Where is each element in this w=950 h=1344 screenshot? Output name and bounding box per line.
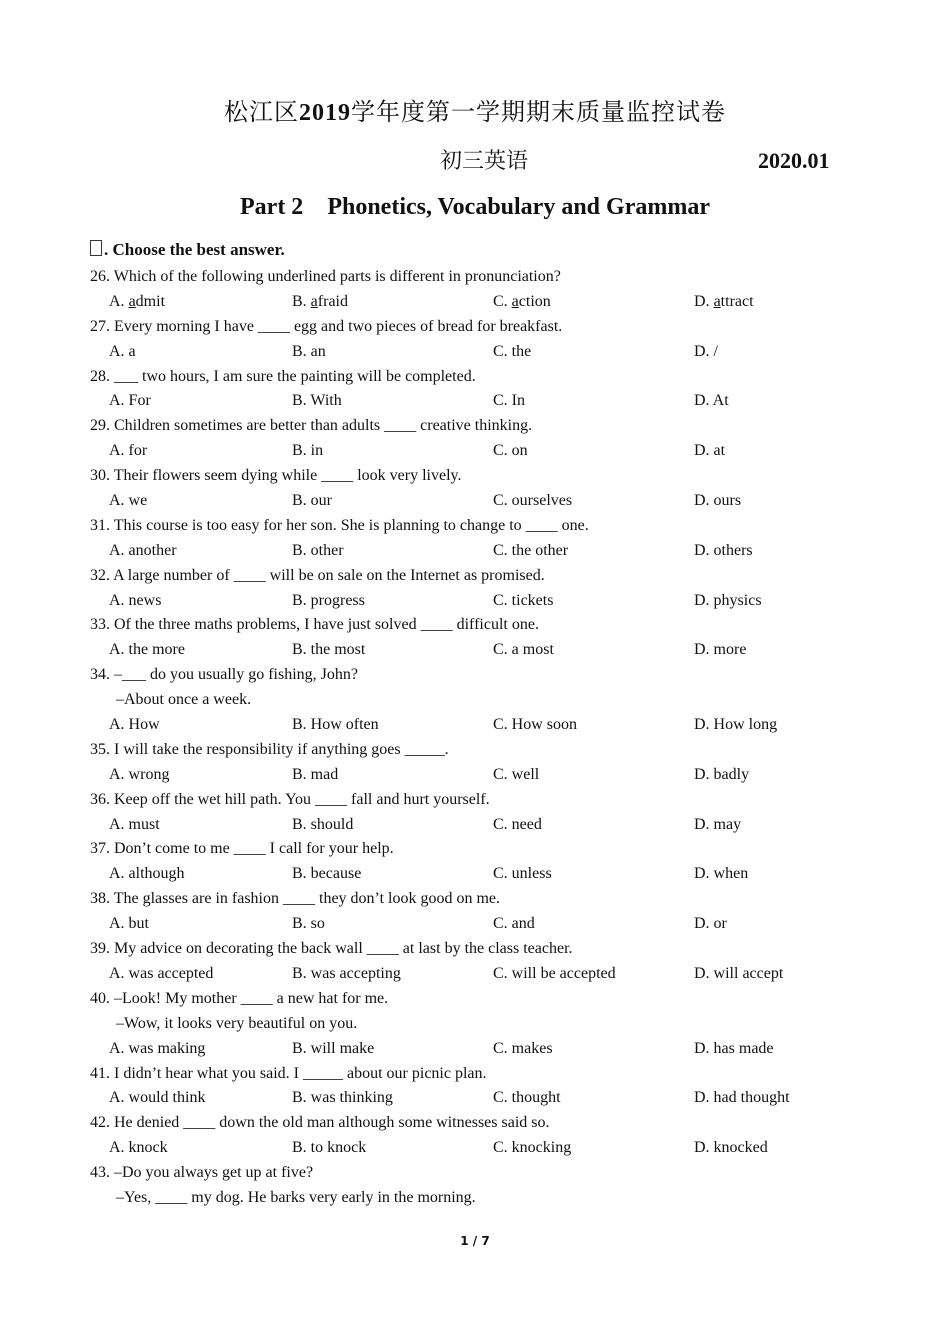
exam-title <box>0 92 950 127</box>
option-a[interactable]: A. was making <box>109 1039 206 1057</box>
option-d[interactable]: D. will accept <box>694 964 784 982</box>
option-d[interactable]: D. has made <box>694 1039 774 1057</box>
question-stem: 36. Keep off the wet hill path. You ____ fall and hurt yourself. <box>90 790 490 808</box>
options-row <box>90 713 870 738</box>
question-item <box>90 663 870 738</box>
option-d[interactable]: D. At <box>694 392 729 410</box>
option-b[interactable]: B. How often <box>292 716 379 734</box>
option-c[interactable]: C. tickets <box>493 591 554 609</box>
question-stem: 40. –Look! My mother ____ a new hat for me. <box>90 989 389 1007</box>
question-stem: 39. My advice on decorating the back wall ____ at last by the class teacher. <box>90 940 573 958</box>
option-b[interactable]: B. the most <box>292 641 366 659</box>
options-row <box>90 290 870 315</box>
question-item <box>90 1111 870 1161</box>
part-name: Phonetics, Vocabulary and Grammar <box>327 194 710 220</box>
question-stem: 33. Of the three maths problems, I have just solved ____ difficult one. <box>90 616 539 634</box>
option-a[interactable]: A. was accepted <box>109 964 214 982</box>
option-c[interactable]: C. makes <box>493 1039 553 1057</box>
question-stem: 37. Don’t come to me ____ I call for your help. <box>90 840 394 858</box>
question-item <box>90 514 870 564</box>
options-row <box>90 1037 870 1062</box>
options-row <box>90 589 870 614</box>
underlined-letter: a <box>310 292 318 310</box>
options-row <box>90 489 870 514</box>
option-a[interactable]: A. a <box>109 342 136 360</box>
question-reply: –Wow, it looks very beautiful on you. <box>116 1014 358 1032</box>
options-row <box>90 1136 870 1161</box>
option-d[interactable]: D. had thought <box>694 1089 790 1107</box>
option-b[interactable]: B. mad <box>292 765 339 783</box>
section-heading <box>90 240 285 260</box>
section-number-box <box>90 240 102 256</box>
question-stem: 28. ___ two hours, I am sure the painting will be completed. <box>90 367 476 385</box>
option-a[interactable]: A. wrong <box>109 765 170 783</box>
option-c[interactable]: C. the <box>493 342 532 360</box>
option-a[interactable]: A. must <box>109 815 160 833</box>
question-reply: –Yes, ____ my dog. He barks very early in the morning. <box>116 1188 476 1206</box>
option-a[interactable]: A. but <box>109 915 149 933</box>
option-b[interactable]: B. should <box>292 815 354 833</box>
question-item <box>90 1062 870 1112</box>
option-a[interactable]: A. would think <box>109 1089 206 1107</box>
part-heading <box>0 194 950 221</box>
options-row <box>90 763 870 788</box>
exam-date: 2020.01 <box>758 148 830 173</box>
question-item <box>90 464 870 514</box>
exam-subtitle: 初三英语 <box>440 148 529 173</box>
option-b[interactable]: B. so <box>292 915 325 933</box>
option-b[interactable]: B. was thinking <box>292 1089 393 1107</box>
option-a[interactable]: A. the more <box>109 641 185 659</box>
option-b[interactable]: B. in <box>292 442 324 460</box>
option-a[interactable]: A. How <box>109 716 160 734</box>
option-b[interactable]: B. will make <box>292 1039 375 1057</box>
options-row <box>90 862 870 887</box>
title-year: 2019 <box>299 100 351 126</box>
underlined-letter: a <box>713 292 721 310</box>
question-item <box>90 987 870 1062</box>
section-title: . Choose the best answer. <box>104 240 285 259</box>
option-d[interactable]: D. ours <box>694 492 742 510</box>
option-a[interactable]: A. For <box>109 392 151 410</box>
option-a[interactable]: A. admit <box>109 292 166 310</box>
options-row <box>90 539 870 564</box>
question-item <box>90 837 870 887</box>
question-item <box>90 738 870 788</box>
question-stem: 29. Children sometimes are better than adults ____ creative thinking. <box>90 417 533 435</box>
option-b[interactable]: B. to knock <box>292 1139 367 1157</box>
option-d[interactable]: D. / <box>694 342 718 360</box>
options-row <box>90 389 870 414</box>
option-d[interactable]: D. more <box>694 641 747 659</box>
option-d[interactable]: D. badly <box>694 765 750 783</box>
question-item <box>90 937 870 987</box>
option-b[interactable]: B. was accepting <box>292 964 401 982</box>
option-c[interactable]: C. unless <box>493 865 552 883</box>
question-reply: –About once a week. <box>116 691 252 709</box>
option-c[interactable]: C. thought <box>493 1089 561 1107</box>
title-district: 松江区 <box>224 100 299 126</box>
option-d[interactable]: D. attract <box>694 292 754 310</box>
options-row <box>90 439 870 464</box>
option-c[interactable]: C. a most <box>493 641 554 659</box>
option-d[interactable]: D. or <box>694 915 727 933</box>
option-d[interactable]: D. at <box>694 442 726 460</box>
option-c[interactable]: C. ourselves <box>493 492 573 510</box>
question-item <box>90 414 870 464</box>
question-stem: 38. The glasses are in fashion ____ they don’t look good on me. <box>90 890 501 908</box>
option-d[interactable]: D. when <box>694 865 749 883</box>
option-d[interactable]: D. others <box>694 541 753 559</box>
question-stem: 30. Their flowers seem dying while ____ look very lively. <box>90 467 462 485</box>
option-d[interactable]: D. physics <box>694 591 762 609</box>
underlined-letter: a <box>128 292 136 310</box>
option-d[interactable]: D. How long <box>694 716 778 734</box>
options-row <box>90 813 870 838</box>
option-c[interactable]: C. will be accepted <box>493 964 616 982</box>
question-item <box>90 887 870 937</box>
question-stem: 26. Which of the following underlined parts is different in pronunciation? <box>90 268 561 285</box>
option-b[interactable]: B. progress <box>292 591 365 609</box>
question-list <box>90 265 870 1211</box>
option-b[interactable]: B. afraid <box>292 292 348 310</box>
question-stem: 32. A large number of ____ will be on sale on the Internet as promised. <box>90 566 545 584</box>
options-row <box>90 638 870 663</box>
option-b[interactable]: B. other <box>292 541 344 559</box>
option-c[interactable]: C. In <box>493 392 525 410</box>
question-stem: 31. This course is too easy for her son. She is planning to change to ____ one. <box>90 516 589 534</box>
option-c[interactable]: C. need <box>493 815 542 833</box>
question-stem: 35. I will take the responsibility if anything goes _____. <box>90 740 449 758</box>
option-c[interactable]: C. and <box>493 915 535 933</box>
title-rest: 学年度第一学期期末质量监控试卷 <box>351 100 726 126</box>
question-item <box>90 265 870 315</box>
option-c[interactable]: C. How soon <box>493 716 578 734</box>
question-item <box>90 564 870 614</box>
option-c[interactable]: C. the other <box>493 541 569 559</box>
option-a[interactable]: A. news <box>109 591 162 609</box>
underlined-letter: a <box>511 292 519 310</box>
option-a[interactable]: A. although <box>109 865 185 883</box>
question-item <box>90 788 870 838</box>
option-a[interactable]: A. knock <box>109 1139 168 1157</box>
question-stem: 42. He denied ____ down the old man although some witnesses said so. <box>90 1114 550 1132</box>
question-stem: 27. Every morning I have ____ egg and two pieces of bread for breakfast. <box>90 317 563 335</box>
question-stem: 34. –___ do you usually go fishing, John? <box>90 666 358 684</box>
option-d[interactable]: D. may <box>694 815 742 833</box>
option-a[interactable]: A. we <box>109 492 148 510</box>
question-item <box>90 365 870 415</box>
option-b[interactable]: B. an <box>292 342 326 360</box>
option-a[interactable]: A. for <box>109 442 148 460</box>
options-row <box>90 912 870 937</box>
question-stem: 43. –Do you always get up at five? <box>90 1164 314 1182</box>
option-b[interactable]: B. With <box>292 392 342 410</box>
option-b[interactable]: B. our <box>292 492 332 510</box>
options-row <box>90 340 870 365</box>
question-item <box>90 613 870 663</box>
option-c[interactable]: C. well <box>493 765 540 783</box>
part-label: Part 2 <box>240 194 304 220</box>
option-c[interactable]: C. knocking <box>493 1139 572 1157</box>
question-item <box>90 1161 870 1211</box>
option-a[interactable]: A. another <box>109 541 177 559</box>
option-d[interactable]: D. knocked <box>694 1139 768 1157</box>
page-number: 1 / 7 <box>460 1234 490 1248</box>
option-b[interactable]: B. because <box>292 865 362 883</box>
option-c[interactable]: C. on <box>493 442 528 460</box>
options-row <box>90 962 870 987</box>
question-item <box>90 315 870 365</box>
option-c[interactable]: C. action <box>493 292 551 310</box>
options-row <box>90 1086 870 1111</box>
question-stem: 41. I didn’t hear what you said. I _____ about our picnic plan. <box>90 1064 487 1082</box>
